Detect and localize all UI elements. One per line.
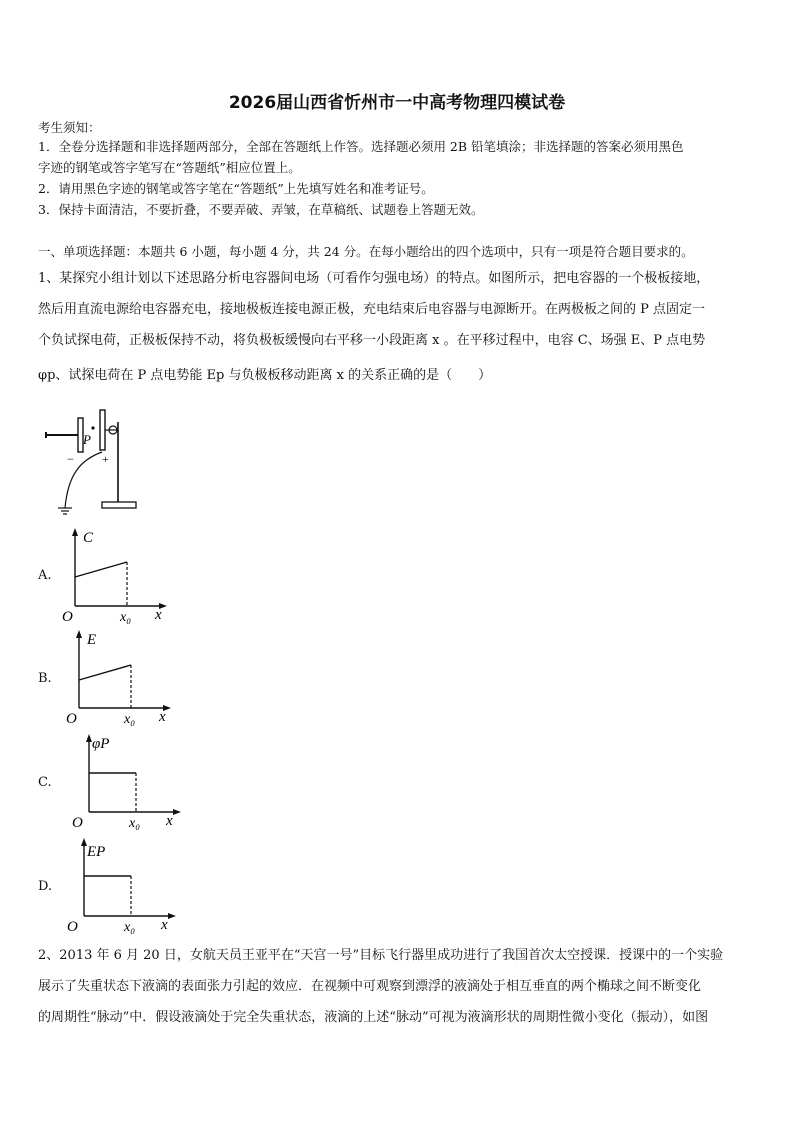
option-d-graph[interactable]: [67, 832, 187, 936]
graph-b-xlabel: x: [159, 709, 166, 725]
notice-line-2: 字迹的钢笔或答字笔写在“答题纸”相应位置上。: [38, 160, 301, 175]
option-a-graph[interactable]: [58, 522, 178, 626]
option-b-graph[interactable]: [62, 624, 182, 728]
option-c-label[interactable]: C.: [38, 775, 52, 790]
q1-line-1: 1、某探究小组计划以下述思路分析电容器间电场（可看作匀强电场）的特点。如图所示，把电容器的一个极板接地，: [38, 271, 710, 286]
graph-d-ylabel: EP: [87, 844, 106, 860]
graph-c-ylabel: φP: [92, 736, 110, 752]
graph-d-x0: x₀: [124, 920, 136, 935]
option-a-label[interactable]: A.: [38, 568, 52, 583]
graph-a-ylabel: C: [83, 530, 94, 546]
graph-d-origin: O: [67, 919, 78, 935]
graph-b-origin: O: [66, 711, 77, 727]
graph-b-x0: x₀: [124, 712, 136, 727]
plus-sign: +: [102, 452, 109, 466]
q1-line-4: φp、试探电荷在 P 点电势能 Ep 与负极板移动距离 x 的关系正确的是（ ）: [38, 368, 492, 383]
page-title: 2026届山西省忻州市一中高考物理四模试卷: [228, 93, 566, 113]
q1-line-3: 个负试探电荷，正极板保持不动，将负极板缓慢向右平移一小段距离 x 。在平移过程中，电容 C、场强 E、P 点电势: [38, 333, 706, 348]
notice-line-4: 3．保持卡面清洁，不要折叠，不要弄破、弄皱，在草稿纸、试题卷上答题无效。: [38, 202, 484, 217]
option-c-graph[interactable]: [72, 728, 192, 832]
capacitor-figure: [40, 400, 150, 515]
q2-line-3: 的周期性“脉动”中．假设液滴处于完全失重状态，液滴的上述“脉动”可视为液滴形状的周期性微小变化（振动），如图: [38, 1010, 709, 1025]
notice-line-3: 2．请用黑色字迹的钢笔或答字笔在“答题纸”上先填写姓名和准考证号。: [38, 181, 434, 196]
graph-b-ylabel: E: [87, 632, 97, 648]
graph-b-curve: [79, 665, 131, 680]
q2-line-2: 展示了失重状态下液滴的表面张力引起的效应．在视频中可观察到漂浮的液滴处于相互垂直的两个椭球之间不断变化: [38, 979, 702, 994]
graph-a-xlabel: x: [155, 607, 162, 623]
graph-c-x0: x₀: [129, 816, 141, 831]
option-b-label[interactable]: B.: [38, 671, 52, 686]
graph-a-curve: [75, 562, 127, 577]
q1-line-2: 然后用直流电源给电容器充电，接地极板连接电源正极，充电结束后电容器与电源断开。在两极板之间的 P 点固定一: [38, 302, 706, 317]
minus-sign: −: [67, 452, 74, 466]
point-p-label: P: [83, 432, 91, 447]
section-heading: 一、单项选择题：本题共 6 小题，每小题 4 分，共 24 分。在每小题给出的四个选项中，只有一项是符合题目要求的。: [38, 244, 694, 259]
graph-d-xlabel: x: [161, 917, 168, 933]
option-d-label[interactable]: D.: [38, 879, 53, 894]
notice-line-1: 1．全卷分选择题和非选择题两部分，全部在答题纸上作答。选择题必须用 2B 铅笔填涂；非选择题的答案必须用黑色: [38, 139, 684, 154]
graph-c-xlabel: x: [166, 813, 173, 829]
q2-line-1: 2、2013 年 6 月 20 日，女航天员王亚平在“天宫一号”目标飞行器里成功进行了我国首次太空授课．授课中的一个实验: [38, 948, 724, 963]
graph-a-x0: x₀: [120, 610, 132, 625]
notice-heading: 考生须知：: [38, 120, 101, 135]
graph-c-origin: O: [72, 815, 83, 831]
graph-a-origin: O: [62, 609, 73, 625]
